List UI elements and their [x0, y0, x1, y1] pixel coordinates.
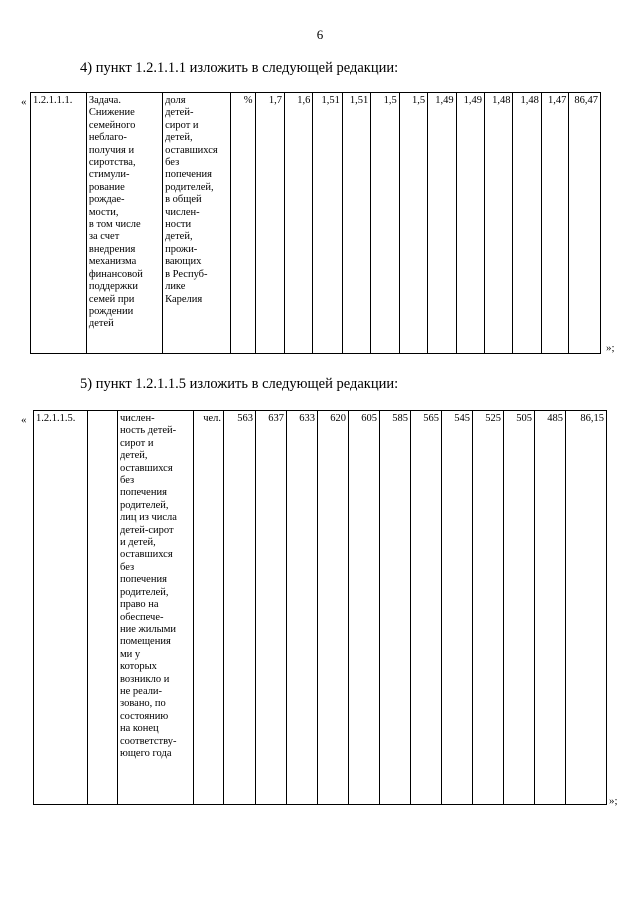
- value-cell: 1,5: [399, 93, 427, 354]
- value-cell: 1,48: [485, 93, 513, 354]
- value-cell: 86,15: [566, 411, 607, 805]
- value-cell: 1,47: [541, 93, 568, 354]
- table-row: [31, 93, 601, 354]
- page-number: 6: [316, 27, 324, 42]
- value-cell: 525: [473, 411, 504, 805]
- value-cell: 505: [504, 411, 535, 805]
- value-cell: 605: [349, 411, 380, 805]
- task-description: Задача. Снижение семейного неблаго- получия и сиротства, стимули- рование рождае- мости, в том числе за счет внедрения механизма финансовой поддержки семей при рождении детей: [86, 93, 162, 354]
- value-cell: 86,47: [569, 93, 601, 354]
- value-cell: 1,51: [342, 93, 370, 354]
- value-cell: 1,49: [428, 93, 456, 354]
- value-cell: 620: [318, 411, 349, 805]
- indicator-table-2: [33, 410, 607, 805]
- value-cell: 563: [224, 411, 256, 805]
- indicator-description: доля детей- сирот и детей, оставшихся без попечения родителей, в общей числен- ности детей, прожи- вающих в Респуб- лике Карелия: [163, 93, 231, 354]
- opening-quote: «: [21, 414, 27, 426]
- value-cell: 565: [411, 411, 442, 805]
- value-cell: 1,49: [456, 93, 484, 354]
- item-code: 1.2.1.1.5.: [34, 411, 88, 805]
- item-code: 1.2.1.1.1.: [31, 93, 87, 354]
- section-heading-4: 4) пункт 1.2.1.1.1 изложить в следующей редакции:: [80, 60, 399, 76]
- value-cell: 1,48: [513, 93, 541, 354]
- value-cell: 1,51: [313, 93, 342, 354]
- task-description: [88, 411, 118, 805]
- section-heading-5: 5) пункт 1.2.1.1.5 изложить в следующей редакции:: [80, 376, 399, 392]
- value-cell: 545: [442, 411, 473, 805]
- unit-cell: %: [231, 93, 255, 354]
- value-cell: 585: [380, 411, 411, 805]
- closing-quote: »;: [606, 342, 615, 354]
- indicator-table-1: [30, 92, 601, 354]
- value-cell: 1,7: [255, 93, 284, 354]
- indicator-description: числен- ность детей- сирот и детей, оставшихся без попечения родителей, лиц из числа детей-сирот и детей, оставшихся без попечения родителей, право на обеспече- ние жилыми помещения ми у которых возникло и не реали- зовано, по состоянию на конец соответству- ющего года: [118, 411, 194, 805]
- value-cell: 633: [287, 411, 318, 805]
- value-cell: 1,5: [371, 93, 399, 354]
- unit-cell: чел.: [194, 411, 224, 805]
- value-cell: 485: [535, 411, 566, 805]
- closing-quote: »;: [609, 795, 618, 807]
- opening-quote: «: [21, 96, 27, 108]
- value-cell: 637: [256, 411, 287, 805]
- table-row: [34, 411, 607, 805]
- value-cell: 1,6: [284, 93, 312, 354]
